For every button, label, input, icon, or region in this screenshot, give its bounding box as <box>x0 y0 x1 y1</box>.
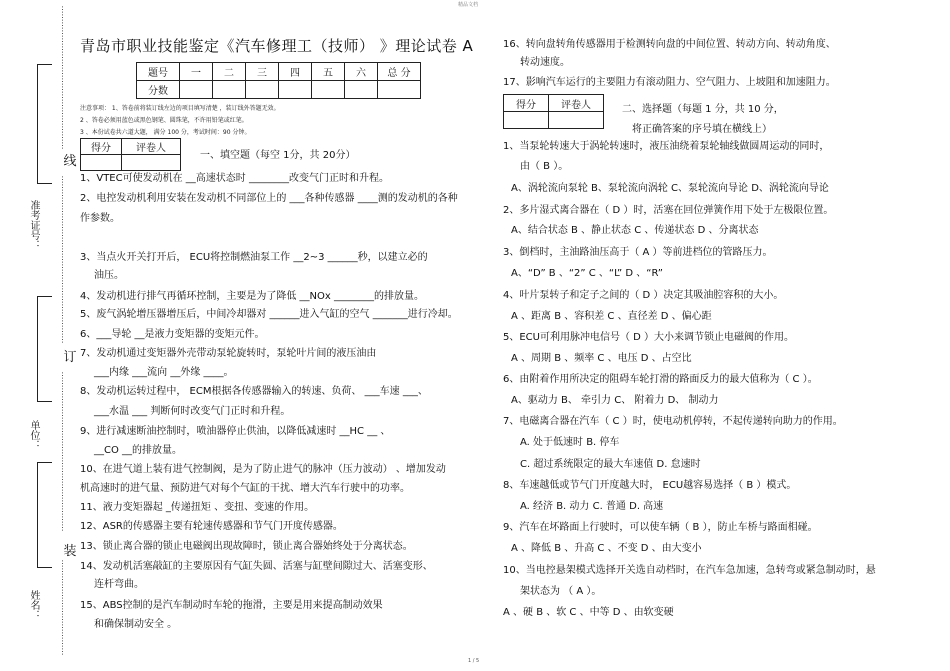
question-line: 架状态为 （ A ）。 <box>520 586 602 597</box>
binding-dots-4: ⋮ ⋮ ⋮ ⋮ ⋮ ⋮ ⋮ ⋮ ⋮ ⋮ ⋮ ⋮ <box>58 559 66 656</box>
score-header-cell: 六 <box>345 63 378 81</box>
binding-char-zhuang: 装 <box>62 540 78 559</box>
score-cell[interactable] <box>345 81 378 99</box>
question-line: 作参数。 <box>80 213 120 224</box>
score-row-label: 分数 <box>137 81 180 99</box>
question-line: 和确保制动安全 。 <box>94 619 178 630</box>
score-cell[interactable] <box>180 81 213 99</box>
question-line: 7、发动机通过变矩器外壳带动泵轮旋转时，泵轮叶片间的液压油由 <box>80 348 377 359</box>
grader-name-label: 评卷人 <box>549 95 604 112</box>
option-line: A、“D” B 、“2” C 、“L” D 、“R” <box>511 268 663 279</box>
question-line: 3、倒档时，主油路油压高于（ A ）等前进档位的管路压力。 <box>503 247 773 258</box>
option-line: A. 经济 B. 动力 C. 普通 D. 高速 <box>520 501 664 512</box>
question-line: 5、废气涡轮增压器增压后，中间冷却器对 ______进入气缸的空气 _______进行冷却。 <box>80 309 458 320</box>
score-cell[interactable] <box>378 81 421 99</box>
option-line: A 、距离 B 、容积差 C 、直径差 D 、偏心距 <box>511 311 712 322</box>
grader-box-section2 <box>503 94 604 129</box>
grader-name-label: 评卷人 <box>122 139 181 155</box>
option-line: C. 超过系统限定的最大车速值 D. 怠速时 <box>520 459 701 470</box>
question-line: 6、___导轮 __是液力变矩器的变矩元件。 <box>80 329 265 340</box>
score-header-cell: 总 分 <box>378 63 421 81</box>
question-line: 8、车速越低或节气门开度越大时， ECU越容易选择（ B ）模式。 <box>503 480 797 491</box>
grader-box-section1 <box>80 138 181 171</box>
question-line: 油压。 <box>94 270 124 281</box>
question-line: 6、由附着作用所决定的阻碍车轮打滑的路面反力的最大值称为（ C ）。 <box>503 374 818 385</box>
question-line: 由（ B ）。 <box>520 161 569 172</box>
section1-heading: 一、填空题（每空 1分，共 20分） <box>200 150 356 161</box>
option-line: A、驱动力 B、 牵引力 C、 附着力 D、 制动力 <box>511 395 719 406</box>
page-footer: 1 / 5 <box>468 658 480 664</box>
score-header-cell: 题号 <box>137 63 180 81</box>
question-line: 14、发动机活塞敲缸的主要原因有气缸失圆、活塞与缸壁间隙过大、活塞变形、 <box>80 561 433 572</box>
question-line: 2、多片湿式离合器在（ D ）时，活塞在回位弹簧作用下处于左极限位置。 <box>503 205 834 216</box>
question-line: 15、ABS控制的是汽车制动时车轮的拖滑，主要是用来提高制动效果 <box>80 600 383 611</box>
question-line: ___内缘 ___流向 __外缘 ____。 <box>94 367 234 378</box>
grader-name-cell[interactable] <box>122 155 181 171</box>
section2-subheading: 将正确答案的序号填在横线上） <box>632 124 772 135</box>
question-line: 8、发动机运转过程中， ECM根据各传感器输入的转速、负荷、 ___车速 ___、 <box>80 386 428 397</box>
unit-box[interactable] <box>37 296 52 402</box>
binding-char-ding: 订 <box>62 346 78 365</box>
question-line: 2、电控发动机利用安装在发动机不同部位上的 ___各种传感器 ____测的发动机的各种 <box>80 193 458 204</box>
question-line: 机高速时的进气量、预防进气对每个气缸的干扰、增大汽车行驶中的功率。 <box>80 483 410 494</box>
option-line: A 、降低 B 、升高 C 、不变 D 、由大变小 <box>511 543 702 554</box>
option-line: A、涡轮流向泵轮 B、泵轮流向涡轮 C、泵轮流向导论 D、涡轮流向导论 <box>511 183 829 194</box>
question-line: 5、ECU可利用脉冲电信号（ D ）大小来调节锁止电磁阀的作用。 <box>503 332 795 343</box>
question-line: __CO __的排放量。 <box>94 445 183 456</box>
grader-score-label: 得分 <box>504 95 549 112</box>
binding-dots-2: ⋮ ⋮ ⋮ ⋮ ⋮ ⋮ ⋮ ⋮ ⋮ ⋮ ⋮ ⋮ ⋮ ⋮ ⋮ ⋮ ⋮ ⋮ ⋮ ⋮ ⋮ <box>58 175 66 344</box>
question-line: 1、VTEC可使发动机在 __高速状态时 ________改变气门正时和升程。 <box>80 173 389 184</box>
grader-name-cell[interactable] <box>549 112 604 129</box>
score-table-header-row <box>137 63 421 81</box>
question-line: 连杆弯曲。 <box>94 579 144 590</box>
score-table-value-row <box>137 81 421 99</box>
score-header-cell: 四 <box>279 63 312 81</box>
grader-score-cell[interactable] <box>504 112 549 129</box>
note-line: 3 、本份试卷共六道大题， 满分 100 分，考试时间：90 分钟。 <box>80 129 251 136</box>
unit-label: 单位： <box>28 420 39 450</box>
page-title: 青岛市职业技能鉴定《汽车修理工（技师） 》理论试卷 A <box>80 37 474 55</box>
name-label: 姓名： <box>28 590 39 620</box>
exam-notes <box>80 103 280 139</box>
binding-dots-3: ⋮ ⋮ ⋮ ⋮ ⋮ ⋮ ⋮ ⋮ ⋮ ⋮ ⋮ ⋮ ⋮ ⋮ ⋮ ⋮ ⋮ ⋮ ⋮ ⋮ <box>58 371 66 532</box>
exam-number-label: 准考证号： <box>28 200 39 250</box>
question-line: 11、液力变矩器起 _传递扭矩 、变扭、变速的作用。 <box>80 502 315 513</box>
score-cell[interactable] <box>213 81 246 99</box>
header-tiny-text: 精品文档 <box>458 2 479 8</box>
option-line: A、结合状态 B 、静止状态 C 、传递状态 D 、分离状态 <box>511 225 759 236</box>
option-line: A 、周期 B 、频率 C 、电压 D 、占空比 <box>511 353 692 364</box>
question-line: 9、进行减速断油控制时，喷油器停止供油，以降低减速时 __HC __ 、 <box>80 426 391 437</box>
score-header-cell: 三 <box>246 63 279 81</box>
grader-score-label: 得分 <box>81 139 122 155</box>
question-line: ___水温 ___ 判断何时改变气门正时和升程。 <box>94 406 291 417</box>
question-line: 13、锁止离合器的锁止电磁阀出现故障时，锁止离合器始终处于分离状态。 <box>80 541 413 552</box>
grader-score-cell[interactable] <box>81 155 122 171</box>
binding-dots-1: ⋮ ⋮ ⋮ ⋮ ⋮ ⋮ ⋮ ⋮ ⋮ ⋮ ⋮ ⋮ ⋮ ⋮ ⋮ ⋮ ⋮ ⋮ <box>58 5 66 150</box>
option-line: A. 处于低速时 B. 停车 <box>520 437 620 448</box>
score-cell[interactable] <box>312 81 345 99</box>
question-line: 3、当点火开关打开后， ECU将控制燃油泵工作 __2~3 ______秒，以建立必的 <box>80 252 428 263</box>
note-line: 2 、答卷必须用蓝色或黑色钢笔、圆珠笔，不许用铅笔或红笔。 <box>80 117 248 124</box>
note-line: 注意事项： 1、答卷前将装订线左边的项目填写清楚 ，装订线外答题无效。 <box>80 105 280 112</box>
score-header-cell: 一 <box>180 63 213 81</box>
score-cell[interactable] <box>279 81 312 99</box>
question-line: 7、电磁离合器在汽车（ C ）时，使电动机停转，不起传递转向助力的作用。 <box>503 416 843 427</box>
section2-heading: 二、选择题（每题 1 分，共 10 分， <box>622 104 784 115</box>
question-line: 1、当泵轮转速大于涡轮转速时，液压油绕着泵轮轴线做圆周运动的同时， <box>503 141 830 152</box>
question-line: 10、当电控悬架模式选择开关选自动档时，在汽车急加速，急转弯或紧急制动时，悬 <box>503 565 876 576</box>
binding-char-xian: 线 <box>62 150 78 169</box>
score-table <box>136 62 421 99</box>
question-line: 10、在进气道上装有进气控制阀，是为了防止进气的脉冲（压力波动） 、增加发动 <box>80 464 446 475</box>
question-line: 16、转向盘转角传感器用于检测转向盘的中间位置、转动方向、转动角度、 <box>503 39 836 50</box>
score-header-cell: 五 <box>312 63 345 81</box>
question-line: 4、叶片泵转子和定子之间的（ D ）决定其吸油腔容积的大小。 <box>503 290 784 301</box>
option-line: A 、硬 B 、软 C 、中等 D 、由软变硬 <box>503 607 674 618</box>
score-header-cell: 二 <box>213 63 246 81</box>
question-line: 12、ASR的传感器主要有轮速传感器和节气门开度传感器。 <box>80 521 343 532</box>
exam-number-box[interactable] <box>37 64 52 184</box>
question-line: 4、发动机进行排气再循环控制，主要是为了降低 __NOx ________的排放量。 <box>80 291 424 302</box>
question-line: 17、影响汽车运行的主要阻力有滚动阻力、空气阻力、上坡阻和加速阻力。 <box>503 77 836 88</box>
question-line: 转动速度。 <box>520 57 570 68</box>
name-box[interactable] <box>37 462 52 568</box>
question-line: 9、汽车在坏路面上行驶时，可以使车辆（ B ），防止车桥与路面相碰。 <box>503 522 818 533</box>
score-cell[interactable] <box>246 81 279 99</box>
